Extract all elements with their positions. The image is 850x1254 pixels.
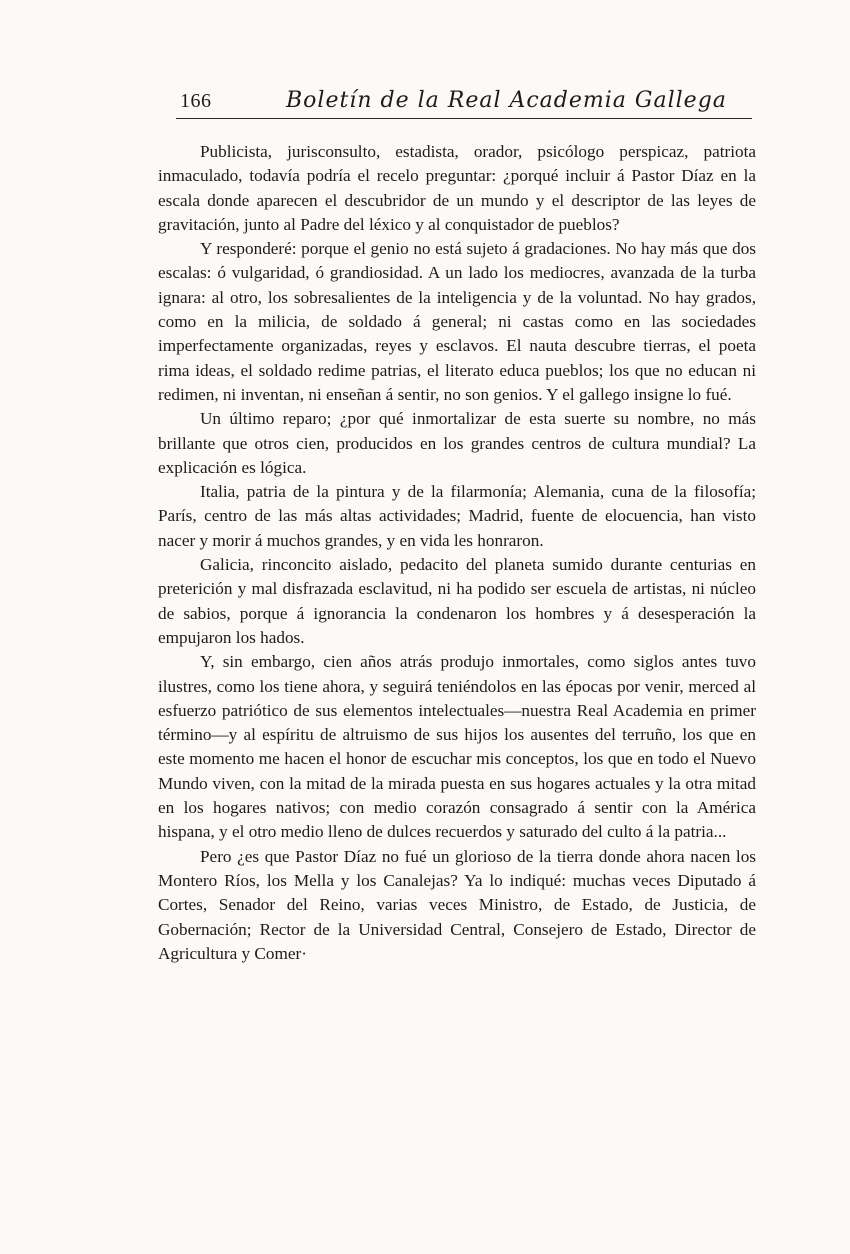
- page-number: 166: [180, 90, 212, 112]
- paragraph: Y, sin embargo, cien años atrás produjo inmortales, como siglos antes tuvo ilustres, como los tiene ahora, y seguirá teniéndolos en las épocas por venir, merced al esfuerzo patriótico de sus elementos intelectuales—nuestra Real Academia en primer término—y al espíritu de altruismo de sus hijos los ausentes del terruño, los que en este momento me hacen el honor de escuchar mis conceptos, los que en todo el Nuevo Mundo viven, con la mitad de la mirada puesta en sus hogares actuales y la otra mitad en los hogares nativos; con medio corazón consagrado á sentir con la América hispana, y el otro medio lleno de dulces recuerdos y saturado del culto á la patria...: [158, 652, 756, 842]
- paragraph: Italia, patria de la pintura y de la filarmonía; Alemania, cuna de la filosofía; París, centro de las más altas actividades; Madrid, fuente de elocuencia, han visto nacer y morir á muchos grandes, y en vida les honraron.: [158, 482, 756, 550]
- paragraph: Publicista, jurisconsulto, estadista, orador, psicólogo perspicaz, patriota inmaculado, todavía podría el recelo preguntar: ¿porqué incluir á Pastor Díaz en la escala donde aparecen el descubridor de un mundo y el descriptor de las leyes de gravitación, junto al Padre del léxico y al conquistador de pueblos?: [158, 142, 756, 234]
- paragraph: Galicia, rinconcito aislado, pedacito del planeta sumido durante centurias en preterición y mal disfrazada esclavitud, ni ha podido ser escuela de artistas, ni núcleo de sabios, porque á ignorancia la condenaron los hombres y á desesperación la empujaron los hados.: [158, 555, 756, 647]
- paragraph: Y responderé: porque el genio no está sujeto á gradaciones. No hay más que dos escalas: ó vulgaridad, ó grandiosidad. A un lado los mediocres, avanzada de la turba ignara: al otro, los sobresalientes de la inteligencia y de la voluntad. No hay grados, como en la milicia, de soldado á general; ni castas como en las sociedades imperfectamente organizadas, reyes y esclavos. El nauta descubre tierras, el poeta rima ideas, el soldado redime patrias, el literato educa pueblos; los que no educan ni redimen, ni inventan, ni enseñan á sentir, no son genios. Y el gallego insigne lo fué.: [158, 239, 756, 404]
- body-text: [158, 140, 756, 966]
- running-header: [176, 90, 752, 119]
- paragraph: Pero ¿es que Pastor Díaz no fué un glorioso de la tierra donde ahora nacen los Montero Ríos, los Mella y los Canalejas? Ya lo indiqué: muchas veces Diputado á Cortes, Senador del Reino, varias veces Ministro, de Estado, de Justicia, de Gobernación; Rector de la Universidad Central, Consejero de Estado, Director de Agricultura y Comer·: [158, 846, 756, 963]
- running-title: Boletín de la Real Academia Gallega: [286, 88, 727, 113]
- paragraph: Un último reparo; ¿por qué inmortalizar de esta suerte su nombre, no más brillante que otros cien, producidos en los grandes centros de cultura mundial? La explicación es lógica.: [158, 409, 756, 477]
